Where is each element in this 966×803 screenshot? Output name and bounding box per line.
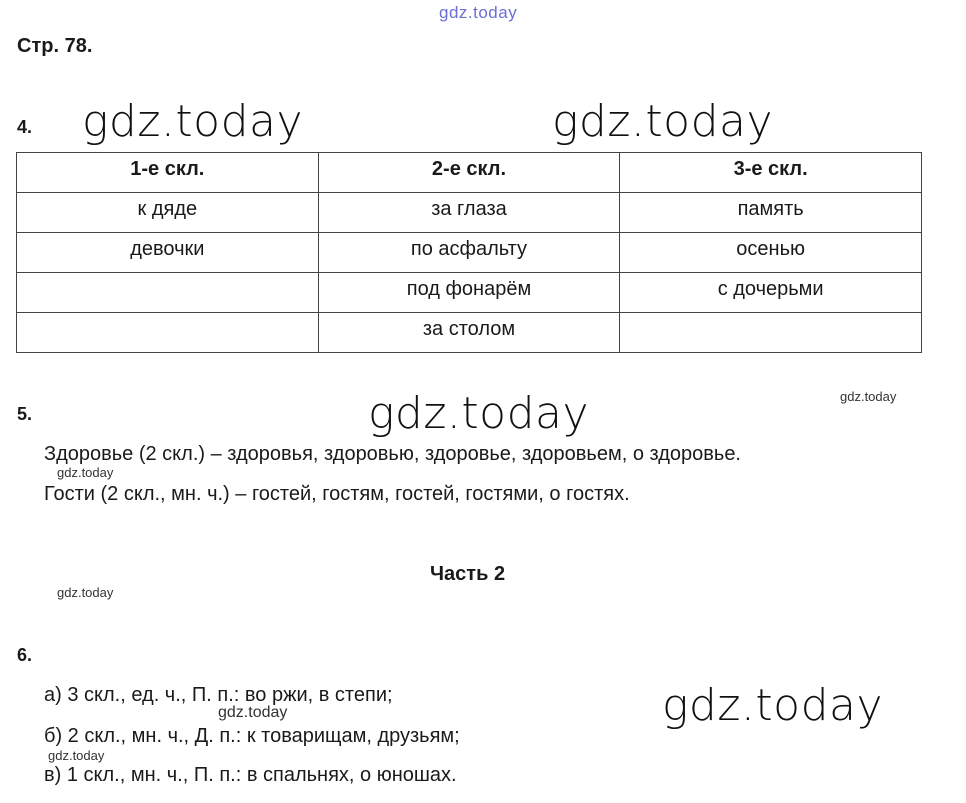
watermark-small: gdz.today xyxy=(218,704,288,721)
table-header-cell: 3-е скл. xyxy=(620,153,922,193)
table-header-cell: 2-е скл. xyxy=(318,153,620,193)
watermark-small: gdz.today xyxy=(840,389,897,404)
table-cell xyxy=(620,313,922,353)
table-header-row xyxy=(17,153,922,193)
watermark-small: gdz.today xyxy=(57,465,114,480)
table-cell: осенью xyxy=(620,233,922,273)
table-cell xyxy=(17,273,319,313)
table-cell xyxy=(17,313,319,353)
part-title: Часть 2 xyxy=(430,563,506,585)
page-header: Стр. 78. xyxy=(17,35,93,57)
table-row xyxy=(17,233,922,273)
watermark-large: gdz.today xyxy=(82,96,304,147)
table-row xyxy=(17,193,922,233)
watermark-large: gdz.today xyxy=(662,680,884,731)
table-header-cell: 1-е скл. xyxy=(17,153,319,193)
table-cell: с дочерьми xyxy=(620,273,922,313)
table-cell: за столом xyxy=(318,313,620,353)
watermark-large: gdz.today xyxy=(368,388,590,439)
table-cell: по асфальту xyxy=(318,233,620,273)
watermark-small: gdz.today xyxy=(48,748,105,763)
table-cell: память xyxy=(620,193,922,233)
watermark-small: gdz.today xyxy=(57,585,114,600)
task-4-number: 4. xyxy=(17,117,33,137)
table-cell: под фонарём xyxy=(318,273,620,313)
watermark-top: gdz.today xyxy=(439,3,518,22)
task-5-number: 5. xyxy=(17,404,33,424)
table-row xyxy=(17,273,922,313)
task-6-line: а) 3 скл., ед. ч., П. п.: во ржи, в степи; xyxy=(44,684,393,706)
task-6-line: в) 1 скл., мн. ч., П. п.: в спальнях, о юношах. xyxy=(44,764,457,786)
declension-table xyxy=(16,152,922,353)
task-6-number: 6. xyxy=(17,645,33,665)
table-row xyxy=(17,313,922,353)
task-5-line: Гости (2 скл., мн. ч.) – гостей, гостям, гостей, гостями, о гостях. xyxy=(44,483,630,505)
watermark-large: gdz.today xyxy=(552,96,774,147)
table-cell: к дяде xyxy=(17,193,319,233)
task-6-line: б) 2 скл., мн. ч., Д. п.: к товарищам, друзьям; xyxy=(44,725,460,747)
task-5-line: Здоровье (2 скл.) – здоровья, здоровью, здоровье, здоровьем, о здоровье. xyxy=(44,443,741,465)
table-cell: девочки xyxy=(17,233,319,273)
table-cell: за глаза xyxy=(318,193,620,233)
